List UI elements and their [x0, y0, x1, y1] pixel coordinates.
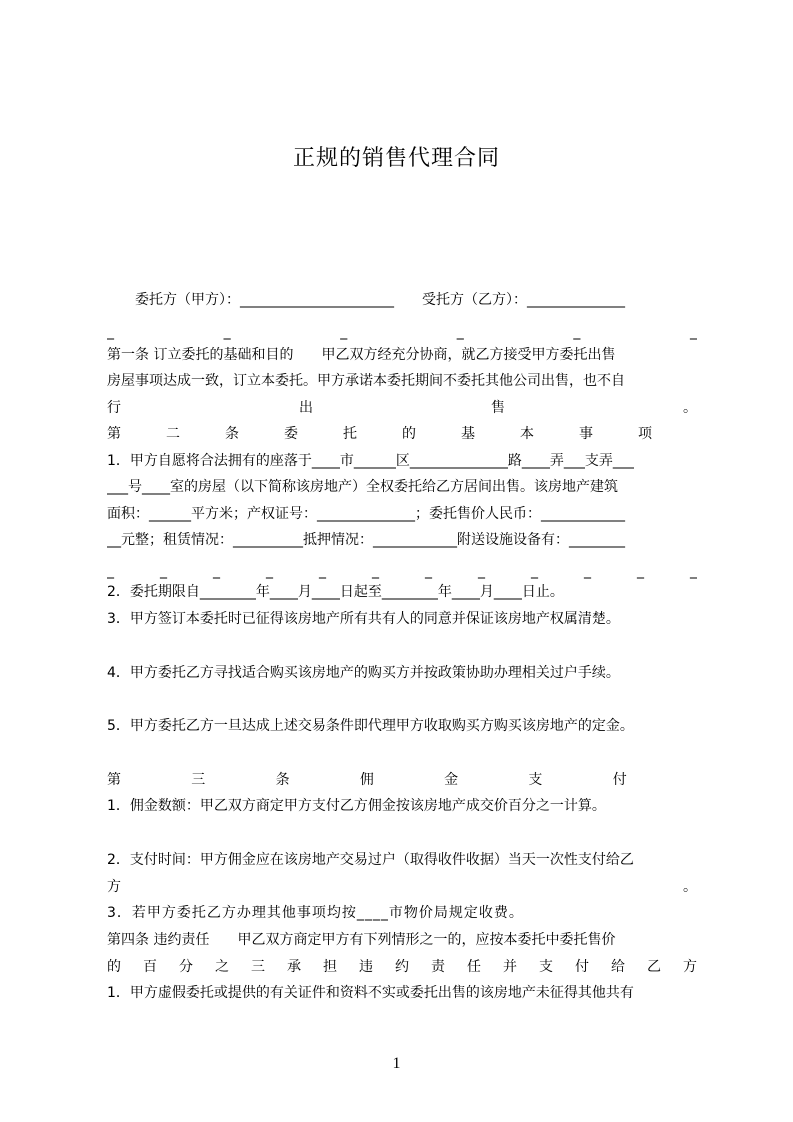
page-number: 1: [392, 1055, 401, 1072]
article-1-text-end: 行 出 售 。: [107, 400, 697, 416]
blank-underscore-line: _ _ _ _ _ _: [107, 324, 697, 340]
article-3-item-1: 1．佣金数额：甲乙双方商定甲方支付乙方佣金按该房地产成交价百分之一计算。: [107, 798, 606, 814]
article-2-item-1-cont: 面积：______平方米；产权证号：______________；委托售价人民币：____________: [107, 506, 625, 522]
article-2-item-1-cont: ___号____室的房屋（以下简称该房地产）全权委托给乙方居间出售。该房地产建筑: [107, 479, 618, 495]
article-3-item-2: 2．支付时间：甲方佣金应在该房地产交易过户（取得收件收据）当天一次性支付给乙: [107, 852, 634, 868]
article-4-item-1: 1．甲方虚假委托或提供的有关证件和资料不实或委托出售的该房地产未征得其他共有: [107, 985, 634, 1001]
article-2-heading: 第 二 条 委 托 的 基 本 事 项: [107, 426, 652, 442]
article-2-item-3: 3．甲方签订本委托时已征得该房地产所有共有人的同意并保证该房地产权属清楚。: [107, 611, 620, 627]
article-1-heading: 第一条 订立委托的基础和目的 甲乙双方经充分协商，就乙方接受甲方委托出售: [107, 347, 616, 363]
blank-underscore-line: _ _ _ _ _ _ _ _ _ _ _ _: [107, 563, 697, 579]
article-2-item-2: 2．委托期限自________年____月____日起至________年____月____日止。: [107, 584, 564, 600]
article-2-item-1: 1．甲方自愿将合法拥有的座落于____市______区______________路____弄___支弄___: [107, 453, 634, 469]
document-title: 正规的销售代理合同: [292, 146, 500, 171]
article-2-item-4: 4．甲方委托乙方寻找适合购买该房地产的购买方并按政策协助办理相关过户手续。: [107, 665, 620, 681]
party-line: 委托方（甲方）：______________________ 受托方（乙方）：______________: [107, 292, 625, 308]
article-3-item-3: 3．若甲方委托乙方办理其他事项均按____市物价局规定收费。: [107, 905, 524, 921]
article-3-item-2-end: 方 。: [107, 879, 697, 895]
article-1-text: 房屋事项达成一致，订立本委托。甲方承诺本委托期间不委托其他公司出售，也不自: [107, 373, 625, 389]
article-2-item-1-cont: __元整；租赁情况：__________抵押情况：____________附送设施设备有：________: [107, 532, 625, 548]
article-3-heading: 第 三 条 佣 金 支 付: [107, 772, 627, 788]
article-4-text: 的 百 分 之 三 承 担 违 约 责 任 并 支 付 给 乙 方: [107, 959, 697, 975]
article-2-item-5: 5．甲方委托乙方一旦达成上述交易条件即代理甲方收取购买方购买该房地产的定金。: [107, 718, 634, 734]
article-4-heading: 第四条 违约责任 甲乙双方商定甲方有下列情形之一的，应按本委托中委托售价: [107, 932, 616, 948]
